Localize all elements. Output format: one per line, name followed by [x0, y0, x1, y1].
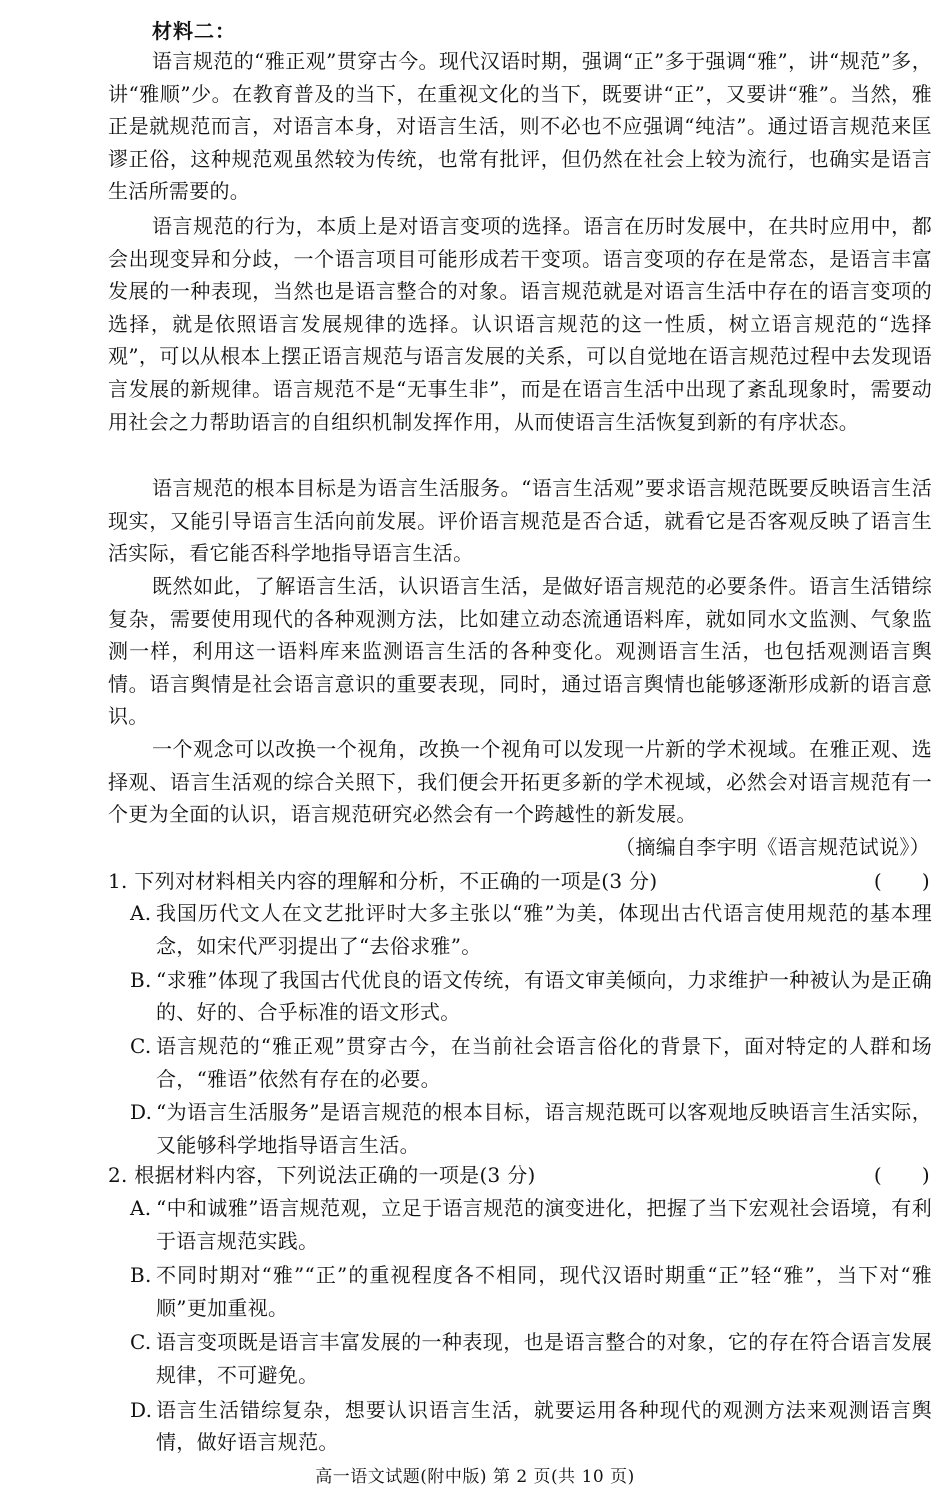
question-2: [108, 1160, 932, 1459]
question-1-stem-line: [108, 866, 932, 896]
option-text: “中和诚雅”语言规范观，立足于语言规范的演变进化，把握了当下宏观社会语境，有利于语言规范实践。: [156, 1196, 932, 1253]
question-1-answer-blank: ( ): [873, 869, 930, 893]
option-text: 我国历代文人在文艺批评时大多主张以“雅”为美，体现出古代语言使用规范的基本理念，如宋代严羽提出了“去俗求雅”。: [156, 901, 932, 958]
question-2-option-d: [130, 1394, 932, 1459]
source-citation: （摘编自李宇明《语言规范试说》）: [615, 835, 930, 859]
question-1-option-b: [130, 964, 932, 1029]
option-letter: B.: [130, 1263, 152, 1288]
page-footer: 高一语文试题(附中版) 第 2 页(共 10 页): [315, 1467, 635, 1487]
question-1-stem: 1. 下列对材料相关内容的理解和分析，不正确的一项是(3 分): [108, 869, 658, 893]
paragraph-1: 语言规范的“雅正观”贯穿古今。现代汉语时期，强调“正”多于强调“雅”，讲“规范”多，讲“雅顺”少。在教育普及的当下，在重视文化的当下，既要讲“正”，又要讲“雅”。当然，雅正是就规范而言，对语言本身，对语言生活，则不必也不应强调“纯洁”。通过语言规范来匡谬正俗，这种规范观虽然较为传统，也常有批评，但仍然在社会上较为流行，也确实是语言生活所需要的。: [108, 49, 932, 204]
question-2-option-b: [130, 1259, 932, 1324]
question-1: [108, 866, 932, 1162]
question-1-option-a: [130, 897, 932, 962]
paragraph-4: 既然如此，了解语言生活，认识语言生活，是做好语言规范的必要条件。语言生活错综复杂，需要使用现代的各种观测方法，比如建立动态流通语料库，就如同水文监测、气象监测一样，利用这一语料库来监测语言生活的各种变化。观测语言生活，也包括观测语言舆情。语言舆情是社会语言意识的重要表现，同时，通过语言舆情也能够逐渐形成新的语言意识。: [108, 574, 932, 729]
option-text: “为语言生活服务”是语言规范的根本目标，语言规范既可以客观地反映语言生活实际，又能够科学地指导语言生活。: [156, 1100, 932, 1157]
question-1-option-d: [130, 1096, 932, 1161]
question-1-option-c: [130, 1030, 932, 1095]
question-2-answer-blank: ( ): [873, 1163, 930, 1187]
option-text: 不同时期对“雅”“正”的重视程度各不相同，现代汉语时期重“正”轻“雅”，当下对“雅顺”更加重视。: [156, 1263, 932, 1320]
question-2-stem-line: [108, 1160, 932, 1190]
paragraph-2: 语言规范的行为，本质上是对语言变项的选择。语言在历时发展中，在共时应用中，都会出现变异和分歧，一个语言项目可能形成若干变项。语言变项的存在是常态，是语言丰富发展的一种表现，当然也是语言整合的对象。语言规范就是对语言生活中存在的语言变项的选择，就是依照语言发展规律的选择。认识语言规范的这一性质，树立语言规范的“选择观”，可以从根本上摆正语言规范与语言发展的关系，可以自觉地在语言规范过程中去发现语言发展的新规律。语言规范不是“无事生非”，而是在语言生活中出现了紊乱现象时，需要动用社会之力帮助语言的自组织机制发挥作用，从而使语言生活恢复到新的有序状态。: [108, 214, 932, 434]
option-letter: A.: [130, 901, 152, 926]
section-title: 材料二：: [152, 19, 236, 43]
option-letter: D.: [130, 1397, 153, 1422]
paragraph-3: 语言规范的根本目标是为语言生活服务。“语言生活观”要求语言规范既要反映语言生活现实，又能引导语言生活向前发展。评价语言规范是否合适，就看它是否客观反映了语言生活实际，看它能否科学地指导语言生活。: [108, 476, 932, 566]
option-letter: C.: [130, 1033, 152, 1058]
paragraph-5: 一个观念可以改换一个视角，改换一个视角可以发现一片新的学术视域。在雅正观、选择观、语言生活观的综合关照下，我们便会开拓更多新的学术视域，必然会对语言规范有一个更为全面的认识，语言规范研究必然会有一个跨越性的新发展。: [108, 737, 932, 827]
option-letter: B.: [130, 967, 152, 992]
option-text: 语言规范的“雅正观”贯穿古今，在当前社会语言俗化的背景下，面对特定的人群和场合，“雅语”依然有存在的必要。: [156, 1033, 932, 1091]
option-letter: D.: [130, 1100, 153, 1125]
question-2-option-a: [130, 1192, 932, 1257]
option-letter: A.: [130, 1196, 152, 1220]
option-text: “求雅”体现了我国古代优良的语文传统，有语文审美倾向，力求维护一种被认为是正确的、好的、合乎标准的语文形式。: [156, 967, 932, 1025]
question-2-option-c: [130, 1326, 932, 1391]
option-text: 语言变项既是语言丰富发展的一种表现，也是语言整合的对象，它的存在符合语言发展规律，不可避免。: [156, 1330, 932, 1387]
question-2-stem: 2. 根据材料内容，下列说法正确的一项是(3 分): [108, 1163, 536, 1187]
option-letter: C.: [130, 1330, 152, 1355]
option-text: 语言生活错综复杂，想要认识语言生活，就要运用各种现代的观测方法来观测语言舆情，做好语言规范。: [156, 1397, 932, 1455]
